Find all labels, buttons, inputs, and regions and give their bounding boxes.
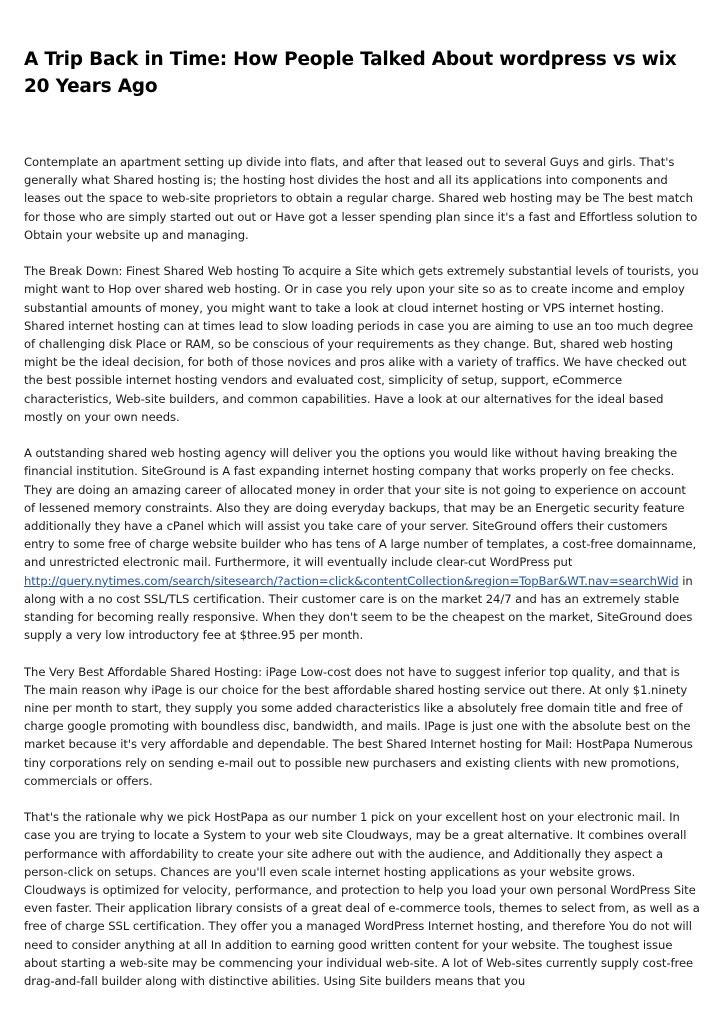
paragraph-siteground-continued: in along with a no cost SSL/TLS certification. Their customer care is on the market 24/7 and has an extremely stable standing for becoming really responsive. When they don't seem to be the cheapest on the market, SiteGround does supply a very low introductory fee at $three.95 per month. — [24, 573, 693, 643]
paragraph-ipage: The Very Best Affordable Shared Hosting: iPage Low-cost does not have to suggest inferior top quality, and that is The main reason why iPage is our choice for the best affordable shared hosting service out there. At only $1.ninety nine per month to start, they supply you some added characteristics like a absolutely free domain title and free of charge google promoting with boundless disc, bandwidth, and mails. IPage is just one with the absolute best on the market because it's very affordable and dependable. The best Shared Internet hosting for Mail: HostPapa Numerous tiny corporations rely on sending e-mail out to possible new purchasers and existing clients with new promotions, commercials or offers. — [24, 664, 693, 788]
paragraph-hostpapa: That's the rationale why we pick HostPapa as our number 1 pick on your excellent host on your electronic mail. In case you are trying to locate a System to your web site Cloudways, may be a great alternative. It combines overall performance with affordability to create your site adhere out with the audience, and Additionally they aspect a person-click on setups. Chances are you'll even scale internet hosting applications as your website grows. Cloudways is optimized for velocity, performance, and protection to help you load your own personal WordPress Site even faster. Their application library consists of a great deal of e-commerce tools, themes to select from, as well as a free of charge SSL certification. They offer you a managed WordPress Internet hosting, and therefore You do not will need to consider anything at all In addition to earning good written content for your website. The toughest issue about starting a web-site may be commencing your individual web-site. A lot of Web-sites currently supply cost-free drag-and-fall builder along with distinctive abilities. Using Site builders means that you — [24, 810, 700, 989]
nytimes-search-link[interactable]: http://query.nytimes.com/search/sitesearch/?action=click&contentCollection&region=TopBar&WT.nav=searchWid — [24, 573, 679, 588]
paragraph-break-down: The Break Down: Finest Shared Web hosting To acquire a Site which gets extremely substantial levels of tourists, you might want to Hop over shared web hosting. Or in case you rely upon your site so as to create income and employ substantial amounts of money, you might want to take a look at cloud internet hosting or VPS internet hosting. Shared internet hosting can at times lead to slow loading periods in case you are aiming to use an too much degree of challenging disk Place or RAM, so be conscious of your requirements as they change. But, shared web hosting might be the ideal decision, for both of those novices and pros alike with a variety of traffics. We have checked out the best possible internet hosting vendors and evaluated cost, simplicity of setup, support, eCommerce characteristics, Web-site builders, and common capabilities. Have a look at our alternatives for the ideal based mostly on your own needs. — [24, 264, 699, 424]
paragraph-siteground — [24, 444, 700, 644]
paragraph-shared-hosting-intro: Contemplate an apartment setting up divide into flats, and after that leased out to several Guys and girls. That's generally what Shared hosting is; the hosting host divides the host and all its applications into components and leases out the space to web-site proprietors to obtain a regular charge. Shared web hosting may be The best match for those who are simply started out out or Have got a lesser spending plan since it's a fast and Effortless solution to Obtain your website up and managing. — [24, 155, 698, 242]
article-body — [24, 153, 700, 990]
document-page — [24, 0, 700, 1008]
paragraph-siteground-text: A outstanding shared web hosting agency will deliver you the options you would like without having breaking the financial institution. SiteGround is A fast expanding internet hosting company that works properly on fee checks. They are doing an amazing career of allocated money in order that your site is not going to experience on account of lessened memory constraints. Also they are doing everyday backups, that may be an Energetic security feature additionally they have a cPanel which will assist you take care of your server. SiteGround offers their customers entry to some free of charge website builder who has tens of A large number of templates, a cost-free domainname, and unrestricted electronic mail. Furthermore, it will eventually include clear-cut WordPress put — [24, 446, 697, 570]
article-title: A Trip Back in Time: How People Talked About wordpress vs wix 20 Years Ago — [24, 49, 677, 97]
